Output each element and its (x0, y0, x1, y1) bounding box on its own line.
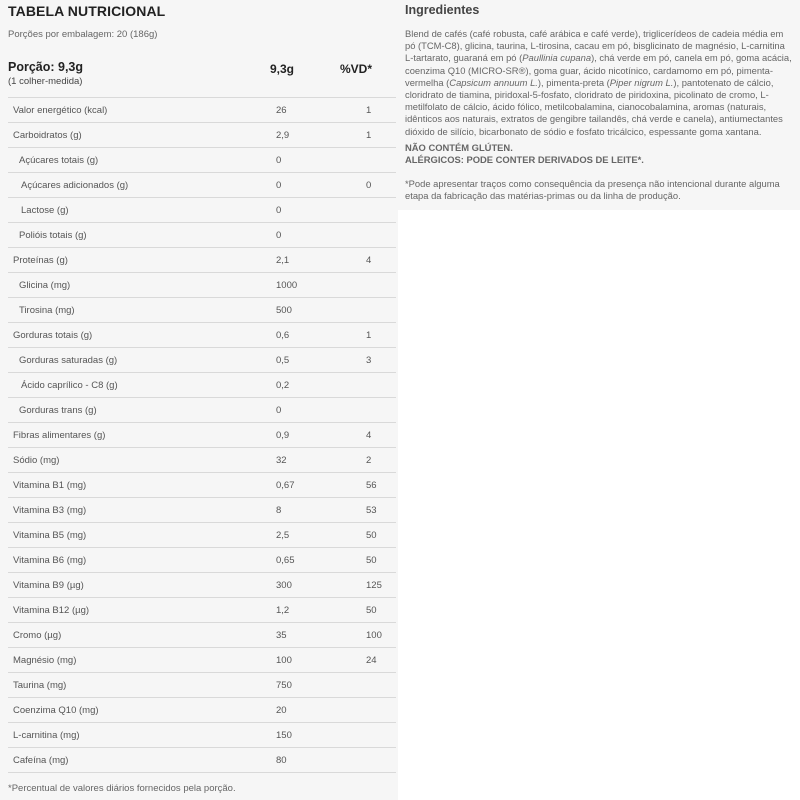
nutrient-name: Açúcares totais (g) (19, 155, 99, 166)
table-row (8, 697, 396, 722)
table-bottom-divider (8, 772, 396, 773)
nutrient-amount: 0,9 (276, 430, 290, 441)
nutrient-vd: 4 (366, 430, 372, 441)
nutrient-amount: 750 (276, 680, 292, 691)
allergy-info (405, 142, 795, 166)
table-row (8, 597, 396, 622)
nutrient-name: Vitamina B12 (µg) (13, 605, 90, 616)
nutrient-amount: 150 (276, 730, 292, 741)
nutrient-vd: 24 (366, 655, 377, 666)
nutrient-amount: 1,2 (276, 605, 290, 616)
serving-header (8, 60, 398, 87)
ingredients-text-italic: Piper nigrum L. (609, 76, 674, 88)
table-row (8, 422, 396, 447)
nutrient-vd: 0 (366, 180, 372, 191)
nutrient-name: Gorduras trans (g) (19, 405, 97, 416)
nutrient-name: Gorduras totais (g) (13, 330, 93, 341)
ingredients-text-italic: Paullinia cupana (522, 52, 592, 64)
nutrient-name: Valor energético (kcal) (13, 105, 108, 116)
nutrition-rows (8, 97, 396, 773)
nutrient-vd: 4 (366, 255, 372, 266)
nutrient-name: L-carnitina (mg) (13, 730, 80, 741)
nutrient-name: Vitamina B3 (mg) (13, 505, 87, 516)
nutrient-amount: 100 (276, 655, 292, 666)
nutrient-amount: 0,6 (276, 330, 290, 341)
nutrient-vd: 53 (366, 505, 377, 516)
nutrient-amount: 0 (276, 180, 282, 191)
nutrient-name: Ácido caprílico - C8 (g) (21, 380, 118, 391)
vd-column-header: %VD* (340, 62, 373, 76)
nutrient-name: Glicina (mg) (19, 280, 71, 291)
nutrient-amount: 80 (276, 755, 287, 766)
nutrient-amount: 0,5 (276, 355, 290, 366)
table-row (8, 622, 396, 647)
nutrient-vd: 1 (366, 105, 372, 116)
nutrient-amount: 0,65 (276, 555, 295, 566)
table-row (8, 547, 396, 572)
ingredients-text (405, 28, 795, 138)
ingredients-title: Ingredientes (405, 3, 480, 17)
table-row (8, 647, 396, 672)
nutrient-vd: 50 (366, 605, 377, 616)
nutrient-name: Taurina (mg) (13, 680, 67, 691)
table-row (8, 572, 396, 597)
nutrient-name: Lactose (g) (21, 205, 69, 216)
nutrient-name: Sódio (mg) (13, 455, 60, 466)
nutrient-amount: 2,9 (276, 130, 290, 141)
ingredients-text-part: ), chá verde em pó, canela em pó, goma acácia, coenzima Q10 (MICRO-SR®), goma guar, ácido nicotínico, cardamomo em pó, pimenta-vermelha ( (405, 52, 792, 88)
table-row (8, 222, 396, 247)
nutrient-name: Proteínas (g) (13, 255, 68, 266)
table-row (8, 522, 396, 547)
table-row (8, 297, 396, 322)
nutrient-amount: 26 (276, 105, 287, 116)
nutrient-name: Magnésio (mg) (13, 655, 77, 666)
nutrition-table-title: TABELA NUTRICIONAL (8, 3, 166, 19)
gluten-statement: NÃO CONTÉM GLÚTEN. (405, 142, 513, 153)
nutrient-amount: 0 (276, 405, 282, 416)
allergen-statement: ALÉRGICOS: PODE CONTER DERIVADOS DE LEITE*. (405, 154, 644, 166)
nutrient-amount: 2,1 (276, 255, 290, 266)
nutrient-vd: 50 (366, 530, 377, 541)
ingredients-text-part: Blend de cafés (café robusta, café arábica e café verde), triglicerídeos de cadeia média em pó (TCM-C8), glicina, taurina, L-tirosina, cacau em pó, bisglicinato de magnésio, L-carnitina L-tartarato, guaraná em pó ( (405, 28, 785, 64)
nutrient-vd: 100 (366, 630, 382, 641)
nutrient-name: Carboidratos (g) (13, 130, 82, 141)
nutrient-amount: 32 (276, 455, 287, 466)
serving-sub: (1 colher-medida) (8, 76, 83, 87)
nutrient-amount: 0,67 (276, 480, 295, 491)
nutrient-amount: 20 (276, 705, 287, 716)
nutrient-vd: 56 (366, 480, 377, 491)
table-row (8, 122, 396, 147)
table-row (8, 372, 396, 397)
portions-per-package: Porções por embalagem: 20 (186g) (8, 29, 158, 40)
table-row (8, 672, 396, 697)
nutrient-vd: 2 (366, 455, 372, 466)
table-row (8, 147, 396, 172)
nutrient-name: Vitamina B6 (mg) (13, 555, 87, 566)
table-row (8, 197, 396, 222)
table-row (8, 447, 396, 472)
nutrient-name: Cafeína (mg) (13, 755, 69, 766)
nutrient-vd: 1 (366, 130, 372, 141)
nutrient-name: Polióis totais (g) (19, 230, 87, 241)
nutrient-name: Vitamina B1 (mg) (13, 480, 87, 491)
nutrient-vd: 125 (366, 580, 382, 591)
table-row (8, 397, 396, 422)
table-row (8, 472, 396, 497)
table-row (8, 97, 396, 122)
nutrient-name: Vitamina B9 (µg) (13, 580, 84, 591)
nutrient-name: Fibras alimentares (g) (13, 430, 106, 441)
nutrient-vd: 1 (366, 330, 372, 341)
table-row (8, 347, 396, 372)
nutrient-amount: 0 (276, 230, 282, 241)
serving-label: Porção: 9,3g (8, 60, 84, 74)
ingredients-text-italic: Capsicum annuum L. (449, 76, 538, 88)
table-row (8, 747, 396, 772)
table-row (8, 272, 396, 297)
nutrient-amount: 0,2 (276, 380, 290, 391)
nutrient-name: Vitamina B5 (mg) (13, 530, 87, 541)
table-row (8, 247, 396, 272)
nutrient-name: Gorduras saturadas (g) (19, 355, 118, 366)
nutrient-name: Tirosina (mg) (19, 305, 75, 316)
nutrient-amount: 8 (276, 505, 282, 516)
nutrient-name: Açúcares adicionados (g) (21, 180, 129, 191)
nutrient-amount: 300 (276, 580, 292, 591)
amount-column-header: 9,3g (270, 62, 295, 76)
nutrient-amount: 500 (276, 305, 292, 316)
nutrient-vd: 3 (366, 355, 372, 366)
ingredients-text-part: ), pantotenato de cálcio, cloridrato de tiamina, piridoxal-5-fosfato, cloridrato de piridoxina, picolinato de cromo, L-metilfolato de cálcio, ácido fólico, metilcobalamina, cianocobalamina, aromas (naturais, idênticos aos naturais, extratos de gengibre tailandês, chá verde e canela), antiumectantes dióxido de silício, bicarbonato de sódio e fosfato tricálcico, espessante goma xantana. (405, 76, 783, 137)
nutrient-amount: 2,5 (276, 530, 290, 541)
traces-note: *Pode apresentar traços como consequência da presença não intencional durante alguma etapa da fabricação das matérias-primas ou da linha de produção. (405, 178, 780, 202)
vd-footnote: *Percentual de valores diários fornecidos pela porção. (8, 783, 236, 794)
nutrient-amount: 0 (276, 205, 282, 216)
nutrient-name: Cromo (µg) (13, 630, 62, 641)
table-row (8, 172, 396, 197)
table-row (8, 497, 396, 522)
nutrient-amount: 0 (276, 155, 282, 166)
table-row (8, 322, 396, 347)
nutrient-amount: 35 (276, 630, 287, 641)
nutrient-name: Coenzima Q10 (mg) (13, 705, 99, 716)
nutrient-amount: 1000 (276, 280, 298, 291)
table-row (8, 722, 396, 747)
nutrient-vd: 50 (366, 555, 377, 566)
ingredients-text-part: ), pimenta-preta ( (537, 76, 610, 88)
